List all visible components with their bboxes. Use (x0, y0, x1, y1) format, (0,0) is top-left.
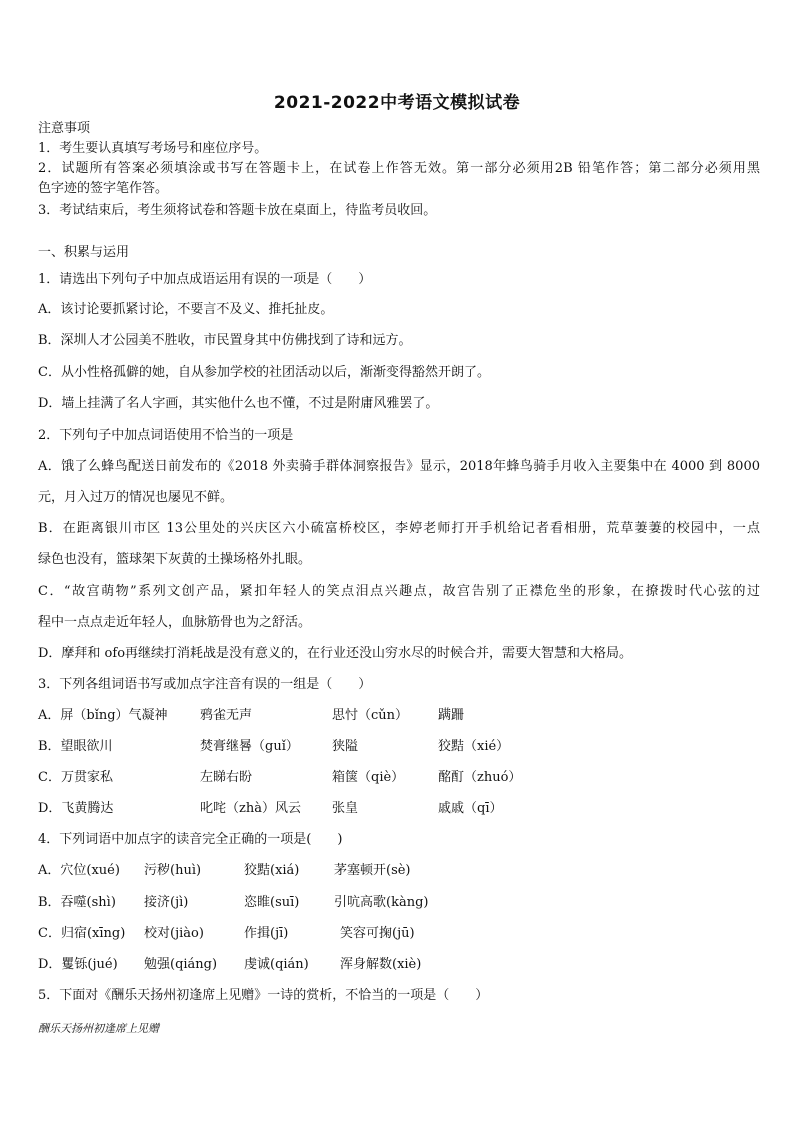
option-c: C．从小性格孤僻的她，自从参加学校的社团活动以后，渐渐变得豁然开朗了。 (38, 365, 490, 380)
option-cell: B．望眼欲川 (38, 739, 113, 754)
option-cell: 接济(jì) (144, 895, 189, 910)
page-title: 2021-2022中考语文模拟试卷 (273, 93, 521, 113)
option-cell: C．万贯家私 (38, 770, 113, 785)
option-d: D．摩拜和 ofo再继续打消耗战是没有意义的，在行业还没山穷水尽的时候合并，需要大智慧和大格局。 (38, 646, 633, 661)
notice-item: 2．试题所有答案必须填涂或书写在答题卡上，在试卷上作答无效。第一部分必须用2B 铅笔作答；第二部分必须用黑 (38, 161, 760, 176)
option-cell: 张皇 (332, 801, 359, 816)
option-cell: 笑容可掬(jū) (340, 926, 415, 941)
option-cell: 校对(jiào) (144, 926, 204, 941)
option-c-cont: 程中一点点走近年轻人，血脉筋骨也为之舒活。 (38, 615, 312, 630)
option-cell: 左睇右盼 (200, 770, 253, 785)
option-cell: 引吭高歌(kàng) (334, 895, 429, 910)
option-cell: 狭隘 (332, 739, 359, 754)
option-cell: 恣睢(suī) (244, 895, 300, 910)
option-b-cont: 绿色也没有，篮球架下灰黄的土操场格外扎眼。 (38, 552, 312, 567)
option-d: D．墙上挂满了名人字画，其实他什么也不懂，不过是附庸风雅罢了。 (38, 396, 439, 411)
notice-item: 3．考试结束后，考生须将试卷和答题卡放在桌面上，待监考员收回。 (38, 203, 437, 218)
option-cell: 虔诚(qián) (244, 957, 309, 972)
notice-item: 1．考生要认真填写考场号和座位序号。 (38, 141, 268, 156)
option-c: C．“故宫萌物”系列文创产品，紧扣年轻人的笑点泪点兴趣点，故宫告别了正襟危坐的形象，在撩拨时代心弦的过 (38, 584, 760, 599)
option-cell: 作揖(jī) (244, 926, 289, 941)
option-cell: 茅塞顿开(sè) (334, 863, 411, 878)
option-cell: 蹒跚 (438, 708, 465, 723)
option-cell: B．吞噬(shì) (38, 895, 116, 910)
option-cell: 戚戚（qī） (438, 801, 503, 816)
option-cell: 狡黠(xiá) (244, 863, 300, 878)
question-stem: 2．下列句子中加点词语使用不恰当的一项是 (38, 428, 294, 443)
option-cell: D．矍铄(jué) (38, 957, 118, 972)
option-cell: 酩酊（zhuó） (438, 770, 522, 785)
option-cell: 狡黠（xié） (438, 739, 510, 754)
option-a-cont: 元，月入过万的情况也屡见不鲜。 (38, 490, 234, 505)
option-cell: 鸦雀无声 (200, 708, 253, 723)
option-cell: 浑身解数(xiè) (340, 957, 422, 972)
option-cell: A．屏（bǐng）气凝神 (38, 708, 168, 723)
poem-title: 酬乐天扬州初逢席上见赠 (38, 1022, 159, 1035)
question-stem: 4．下列词语中加点字的读音完全正确的一项是( ) (38, 832, 343, 847)
option-cell: A．穴位(xué) (38, 863, 120, 878)
option-cell: 污秽(huì) (144, 863, 202, 878)
option-cell: 箱箧（qiè） (332, 770, 405, 785)
option-cell: C．归宿(xīng) (38, 926, 126, 941)
option-b: B．在距离银川市区 13公里处的兴庆区六小硫富桥校区，李婷老师打开手机给记者看相册，荒草萋萋的校园中，一点 (38, 521, 760, 536)
option-cell: 叱咤（zhà）风云 (200, 801, 301, 816)
option-cell: 焚膏继晷（guǐ） (200, 739, 299, 754)
question-stem: 1．请选出下列句子中加点成语运用有误的一项是（ ） (38, 272, 372, 287)
question-stem: 3．下列各组词语书写或加点字注音有误的一组是（ ） (38, 677, 372, 692)
option-a: A．饿了么蜂鸟配送日前发布的《2018 外卖骑手群体洞察报告》显示，2018年蜂鸟骑手月收入主要集中在 4000 到 8000 (38, 459, 760, 474)
question-stem: 5．下面对《酬乐天扬州初逢席上见赠》一诗的赏析，不恰当的一项是（ ） (38, 988, 489, 1003)
notice-item: 色字迹的签字笔作答。 (38, 181, 169, 196)
option-cell: 勉强(qiáng) (144, 957, 218, 972)
option-b: B．深圳人才公园美不胜收，市民置身其中仿佛找到了诗和远方。 (38, 333, 412, 348)
option-a: A．该讨论要抓紧讨论，不要言不及义、推托扯皮。 (38, 302, 334, 317)
option-cell: 思忖（cǔn） (332, 708, 409, 723)
section-heading: 一、积累与运用 (38, 245, 130, 260)
option-cell: D．飞黄腾达 (38, 801, 114, 816)
notice-heading: 注意事项 (38, 121, 91, 136)
